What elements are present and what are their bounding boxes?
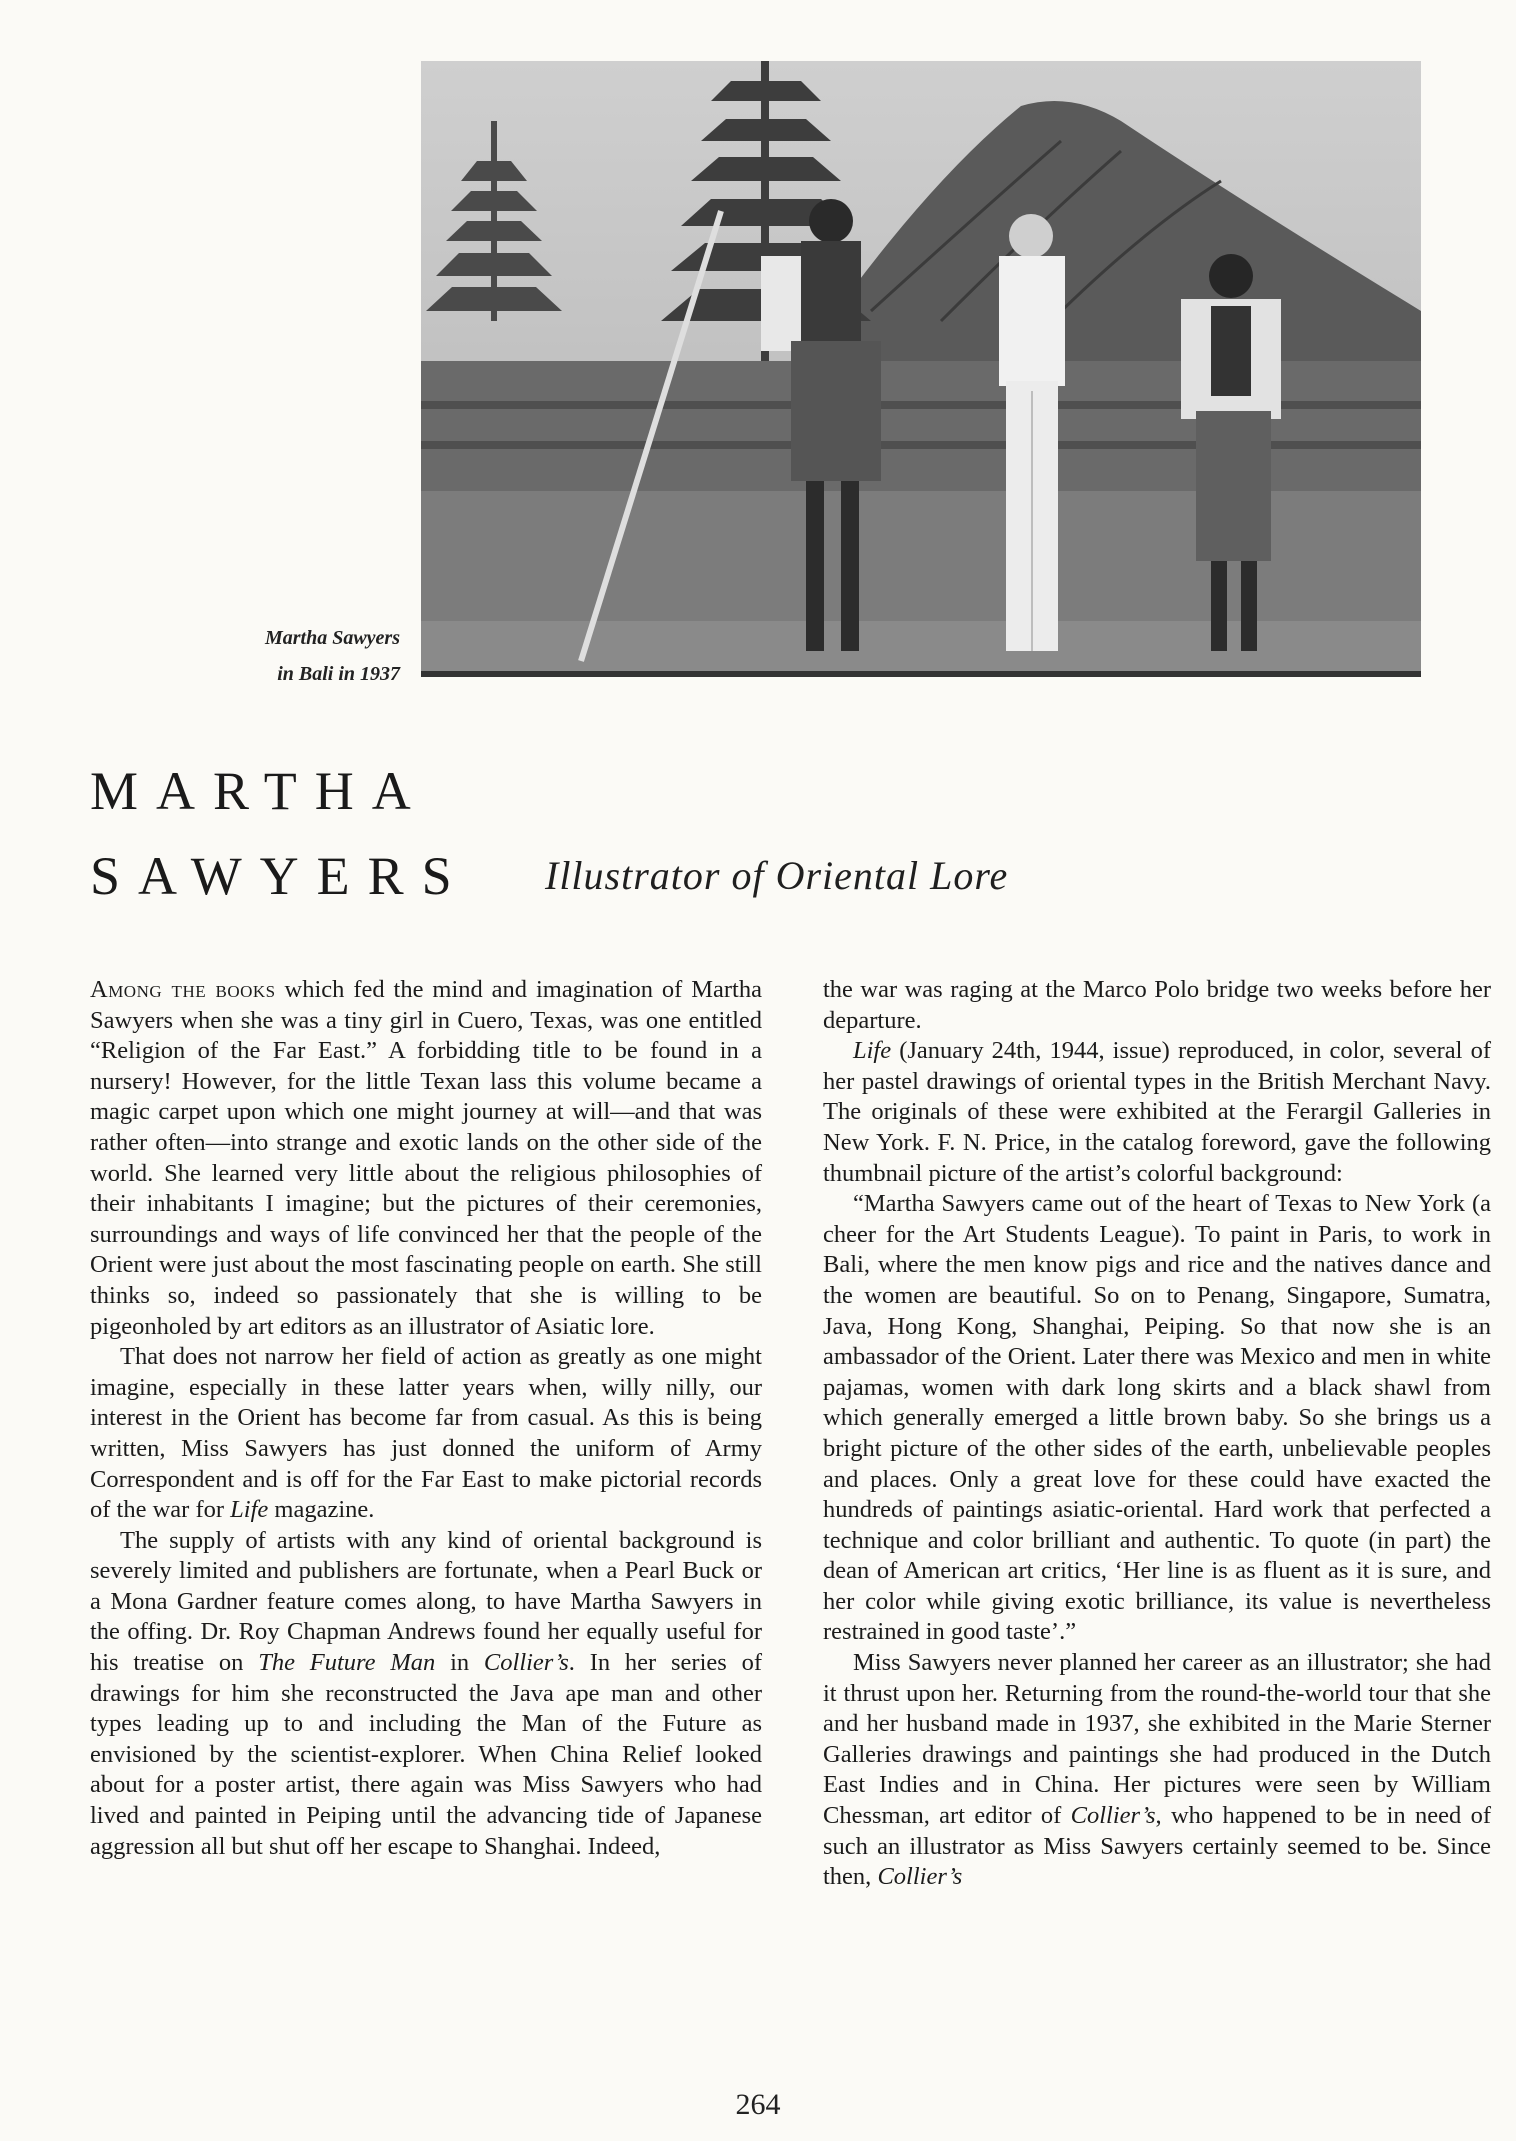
caption-line-1: Martha Sawyers bbox=[264, 627, 400, 649]
photo-caption bbox=[200, 620, 400, 692]
body-column-right bbox=[823, 975, 1491, 1893]
paragraph-text: , who happened to be in need of such an illustrator as Miss Sawyers certainly seemed to be. Since then, bbox=[823, 1802, 1491, 1891]
photo-illustration bbox=[421, 61, 1421, 677]
paragraph-text: The supply of artists with any kind of oriental background is severely limited and publishers are fortunate, when a Pearl Buck or a Mona Gardner feature comes along, to have Martha Sawyers in the offing. Dr. Roy Chapman Andrews found her equally useful for his treatise on bbox=[90, 1526, 762, 1677]
magazine-name: Collier’s bbox=[1070, 1802, 1156, 1830]
magazine-name: Life bbox=[853, 1037, 892, 1065]
paragraph-text: the war was raging at the Marco Polo bridge two weeks before her departure. bbox=[823, 976, 1491, 1034]
paragraph bbox=[823, 1648, 1491, 1893]
paragraph bbox=[90, 975, 762, 1342]
article-title-line-2: SAWYERS bbox=[90, 846, 470, 906]
paragraph-text: (January 24th, 1944, issue) reproduced, in color, several of her pastel drawings of oriental types in the British Merchant Navy. The originals of these were exhibited at the Ferargil Galleries in New York. F. N. Price, in the catalog foreword, gave the following thumbnail picture of the artist’s colorful background: bbox=[823, 1037, 1491, 1187]
paragraph-text: Miss Sawyers never planned her career as an illustrator; she had it thrust upon her. Returning from the round-the-world tour that she and her husband made in 1937, she exhibited in the Marie Sterner Galleries drawings and paintings she had produced in the Dutch East Indies and in China. Her pictures were seen by William Chessman, art editor of bbox=[823, 1649, 1491, 1830]
quotation-paragraph bbox=[823, 1189, 1491, 1648]
lead-in-small-caps: Among the books bbox=[90, 976, 276, 1003]
paragraph bbox=[823, 1036, 1491, 1189]
body-column-left bbox=[90, 975, 762, 1862]
paragraph-text: magazine. bbox=[268, 1496, 375, 1524]
paragraph-text: in bbox=[435, 1649, 484, 1677]
bali-photograph bbox=[421, 61, 1421, 677]
page-number: 264 bbox=[735, 2088, 781, 2121]
magazine-name: Collier’s bbox=[483, 1649, 569, 1677]
magazine-name: Life bbox=[230, 1496, 269, 1524]
paragraph bbox=[90, 1342, 762, 1526]
paragraph bbox=[823, 975, 1491, 1036]
article-subtitle: Illustrator of Oriental Lore bbox=[545, 853, 1009, 898]
paragraph-text: . In her series of drawings for him she reconstructed the Java ape man and other types leading up to and including the Man of the Future as envisioned by the scientist-explorer. When China Relief looked about for a poster artist, there again was Miss Sawyers who had lived and painted in Peiping until the advancing tide of Japanese aggression all but shut off her escape to Shanghai. Indeed, bbox=[90, 1649, 762, 1860]
article-title-line-1: MARTHA bbox=[90, 761, 429, 821]
paragraph-text: “Martha Sawyers came out of the heart of Texas to New York (a cheer for the Art Students League). To paint in Paris, to work in Bali, where the men know pigs and rice and the natives dance and the women are beautiful. So on to Penang, Singapore, Sumatra, Java, Hong Kong, Shanghai, Peiping. So that now she is an ambassador of the Orient. Later there was Mexico and men in white pajamas, women with dark long skirts and a black shawl from which generally emerged a little brown baby. So she brings us a bright picture of the other sides of the earth, unbelievable peoples and places. Only a great love for these could have exacted the hundreds of paintings asiatic-oriental. Hard work that perfected a technique and color brilliant and authentic. To quote (in part) the dean of American art critics, ‘Her line is as fluent as it is sure, and her color while giving exotic brilliance, its value is nevertheless restrained in good taste’.” bbox=[823, 1190, 1491, 1646]
paragraph-text: which fed the mind and imagination of Martha Sawyers when she was a tiny girl in Cuero, Texas, was one entitled “Religion of the Far East.” A forbidding title to be found in a nursery! However, for the little Texan lass this volume became a magic carpet upon which one might journey at will—and that was rather often—into strange and exotic lands on the other side of the world. She learned very little about the religious philosophies of their inhabitants I imagine; but the pictures of their ceremonies, surroundings and ways of life convinced her that the people of the Orient were just about the most fascinating people on earth. She still thinks so, indeed so passionately that she is willing to be pigeonholed by art editors as an illustrator of Asiatic lore. bbox=[90, 976, 762, 1340]
paragraph bbox=[90, 1526, 762, 1863]
paragraph-text: That does not narrow her field of action as greatly as one might imagine, especially in these latter years when, willy nilly, our interest in the Orient has become far from casual. As this is being written, Miss Sawyers has just donned the uniform of Army Correspondent and is off for the Far East to make pictorial records of the war for bbox=[90, 1343, 762, 1524]
work-title: The Future Man bbox=[258, 1649, 436, 1677]
caption-line-2: in Bali in 1937 bbox=[277, 663, 400, 685]
magazine-name: Collier’s bbox=[877, 1863, 963, 1891]
